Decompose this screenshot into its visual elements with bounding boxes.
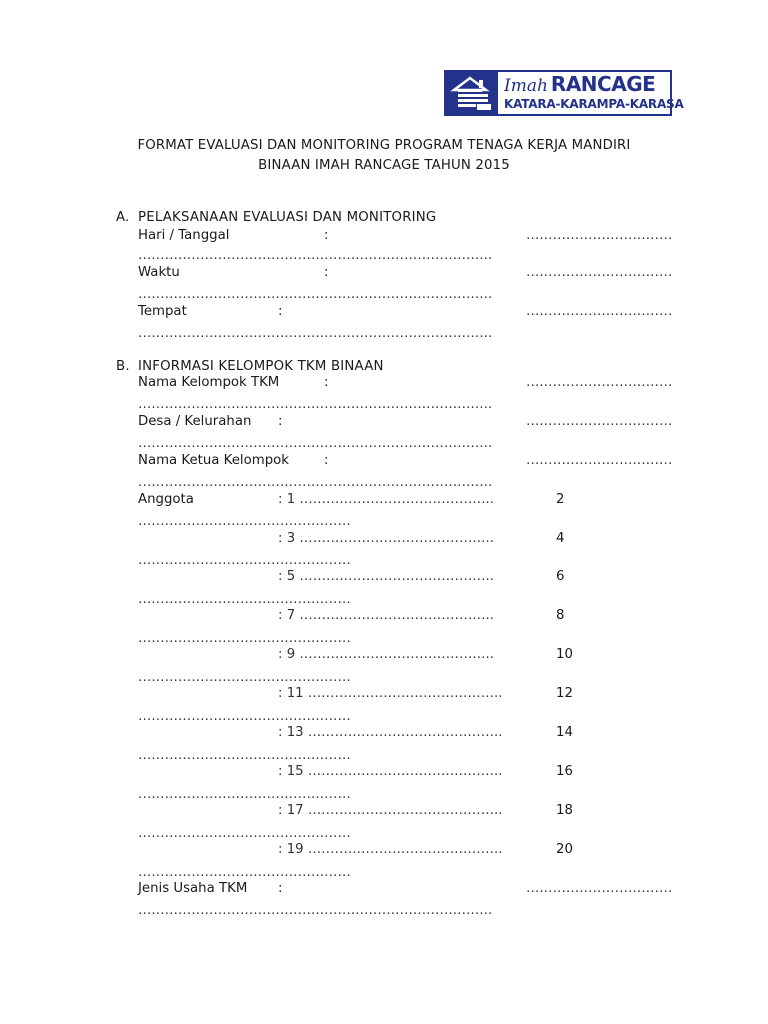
- anggota-number-right: 6: [556, 569, 565, 584]
- field-colon: :: [324, 228, 329, 243]
- section-b-title: INFORMASI KELOMPOK TKM BINAAN: [138, 359, 384, 374]
- fill-line-right: ……………………………: [526, 414, 673, 429]
- anggota-number-right: 12: [556, 686, 573, 701]
- fill-line-right: ……………………………: [526, 453, 673, 468]
- anggota-fill-line: …………………………………………: [138, 592, 351, 607]
- logo-script-text: Imah: [504, 76, 548, 96]
- field-colon: :: [278, 414, 283, 429]
- section-b-letter: B.: [116, 359, 130, 374]
- field-label-nama-ketua: Nama Ketua Kelompok: [138, 453, 289, 468]
- anggota-fill-line: …………………………………………: [138, 514, 351, 529]
- anggota-entry-left: : 19 ……………………………………..: [278, 842, 503, 857]
- document-title-line-2: BINAAN IMAH RANCAGE TAHUN 2015: [258, 158, 510, 173]
- anggota-entry-left: : 3 ……………………………………..: [278, 531, 495, 546]
- field-label-waktu: Waktu: [138, 265, 180, 280]
- field-label-nama-kelompok: Nama Kelompok TKM: [138, 375, 280, 390]
- fill-line-right: ……………………………: [526, 375, 673, 390]
- field-colon: :: [324, 453, 329, 468]
- fill-line: ……………………………………………………………………..: [138, 326, 493, 341]
- anggota-entry-left: : 9 ……………………………………..: [278, 647, 495, 662]
- anggota-entry-left: : 11 ……………………………………..: [278, 686, 503, 701]
- house-logo-icon: [446, 72, 498, 114]
- anggota-fill-line: …………………………………………: [138, 865, 351, 880]
- anggota-number-right: 10: [556, 647, 573, 662]
- field-colon: :: [278, 304, 283, 319]
- anggota-fill-line: …………………………………………: [138, 553, 351, 568]
- anggota-fill-line: …………………………………………: [138, 748, 351, 763]
- section-a-letter: A.: [116, 210, 130, 225]
- fill-line: ……………………………………………………………………..: [138, 903, 493, 918]
- anggota-entry-left: : 5 ……………………………………..: [278, 569, 495, 584]
- field-label-jenis-usaha: Jenis Usaha TKM: [138, 881, 248, 896]
- field-colon: :: [324, 265, 329, 280]
- anggota-entry-left: : 7 ……………………………………..: [278, 608, 495, 623]
- fill-line: ……………………………………………………………………..: [138, 436, 493, 451]
- fill-line: ……………………………………………………………………..: [138, 475, 493, 490]
- field-label-anggota: Anggota: [138, 492, 194, 507]
- fill-line-right: ……………………………: [526, 304, 673, 319]
- fill-line-right: ……………………………: [526, 228, 673, 243]
- field-label-tempat: Tempat: [138, 304, 187, 319]
- anggota-number-right: 16: [556, 764, 573, 779]
- field-label-hari-tanggal: Hari / Tanggal: [138, 228, 230, 243]
- anggota-entry-left: : 13 ……………………………………..: [278, 725, 503, 740]
- imah-rancage-logo: [444, 70, 684, 116]
- field-label-desa-kelurahan: Desa / Kelurahan: [138, 414, 252, 429]
- fill-line: ……………………………………………………………………..: [138, 287, 493, 302]
- fill-line-right: ……………………………: [526, 265, 673, 280]
- anggota-fill-line: …………………………………………: [138, 631, 351, 646]
- logo-tagline: KATARA-KARAMPA-KARASA: [504, 97, 684, 111]
- field-colon: :: [324, 375, 329, 390]
- fill-line-right: ……………………………: [526, 881, 673, 896]
- anggota-number-right: 8: [556, 608, 565, 623]
- anggota-number-right: 14: [556, 725, 573, 740]
- logo-brand-text: RANCAGE: [550, 72, 656, 96]
- fill-line: ……………………………………………………………………..: [138, 248, 493, 263]
- anggota-fill-line: …………………………………………: [138, 709, 351, 724]
- fill-line: ……………………………………………………………………..: [138, 397, 493, 412]
- anggota-fill-line: …………………………………………: [138, 670, 351, 685]
- anggota-fill-line: …………………………………………: [138, 826, 351, 841]
- document-title-line-1: FORMAT EVALUASI DAN MONITORING PROGRAM TENAGA KERJA MANDIRI: [137, 138, 631, 153]
- anggota-fill-line: …………………………………………: [138, 787, 351, 802]
- anggota-number-right: 18: [556, 803, 573, 818]
- field-colon: :: [278, 881, 283, 896]
- anggota-entry-left: : 15 ……………………………………..: [278, 764, 503, 779]
- anggota-number-right: 4: [556, 531, 565, 546]
- anggota-number-right: 2: [556, 492, 565, 507]
- anggota-entry-left: : 17 ……………………………………..: [278, 803, 503, 818]
- section-a-title: PELAKSANAAN EVALUASI DAN MONITORING: [138, 210, 437, 225]
- anggota-number-right: 20: [556, 842, 573, 857]
- anggota-entry-left: : 1 ……………………………………..: [278, 492, 495, 507]
